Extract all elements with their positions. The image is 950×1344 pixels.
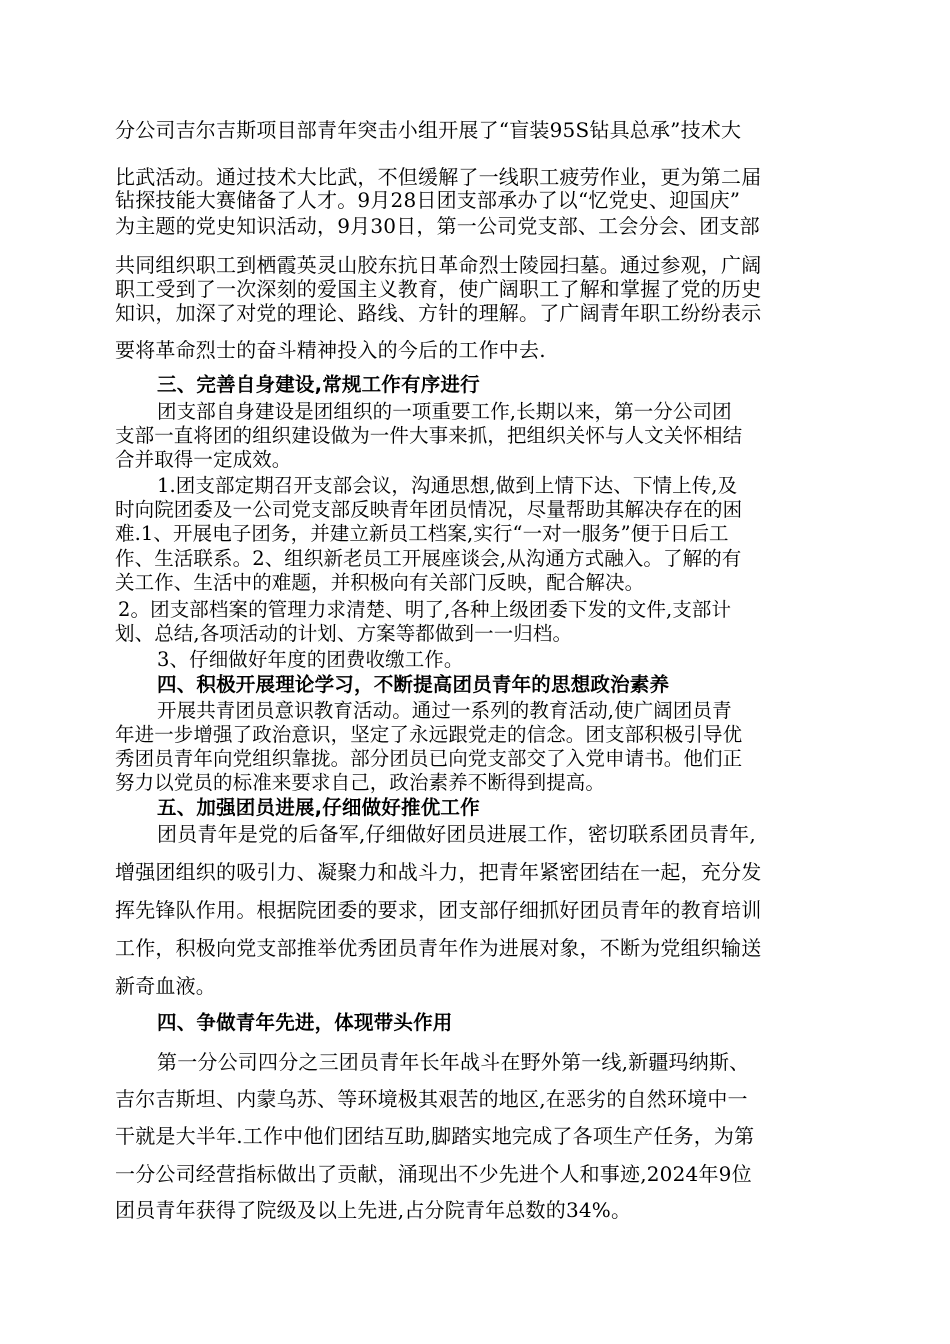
text-line: 增强团组织的吸引力、凝聚力和战斗力，把青年紧密团结在一起，充分发 xyxy=(115,860,762,884)
section-heading: 四、积极开展理论学习，不断提高团员青年的思想政治素养 xyxy=(157,673,670,696)
section-heading: 四、争做青年先进，体现带头作用 xyxy=(157,1011,453,1034)
text-line: 年进一步增强了政治意识，坚定了永远跟党走的信念。团支部积极引导优 xyxy=(115,723,743,746)
text-line: 新奇血液。 xyxy=(115,974,216,998)
text-line: 比武活动。通过技术大比武，不但缓解了一线职工疲劳作业，更为第二届 xyxy=(115,165,762,189)
text-line: 钻探技能大赛储备了人才。9月28日团支部承办了以“忆党史、迎国庆” xyxy=(115,188,741,212)
text-line: 难.1、开展电子团务，并建立新员工档案,实行“一对一服务”便于日后工 xyxy=(115,522,729,545)
text-line: 秀团员青年向党组织靠拢。部分团员已向党支部交了入党申请书。他们正 xyxy=(115,747,743,770)
text-line: 支部一直将团的组织建设做为一件大事来抓，把组织关怀与人文关怀相结 xyxy=(115,424,743,447)
text-line: 时向院团委及一公司党支部反映青年团员情况，尽量帮助其解决存在的困 xyxy=(115,498,743,521)
text-line: 关工作、生活中的难题，并积极向有关部门反映，配合解决。 xyxy=(115,571,645,594)
text-line: 干就是大半年.工作中他们团结互助,脚踏实地完成了各项生产任务，为第 xyxy=(115,1124,755,1148)
text-line: 1.团支部定期召开支部会议，沟通思想,做到上情下达、下情上传,及 xyxy=(157,474,738,497)
text-line: 2。团支部档案的管理力求清楚、明了,各种上级团委下发的文件,支部计 xyxy=(118,598,732,621)
text-line: 为主题的党史知识活动，9月30日，第一公司党支部、工会分会、团支部 xyxy=(115,214,760,238)
text-line: 合并取得一定成效。 xyxy=(115,448,292,471)
text-line: 3、仔细做好年度的团费收缴工作。 xyxy=(157,648,464,671)
text-line: 吉尔吉斯坦、内蒙乌苏、等环境极其艰苦的地区,在恶劣的自然环境中一 xyxy=(115,1087,748,1111)
text-line: 第一分公司四分之三团员青年长年战斗在野外第一线,新疆玛纳斯、 xyxy=(157,1050,750,1074)
text-line: 分公司吉尔吉斯项目部青年突击小组开展了“盲装95S钻具总承”技术大 xyxy=(115,118,742,142)
text-line: 团员青年是党的后备军,仔细做好团员进展工作，密切联系团员青年, xyxy=(157,822,756,846)
text-line: 作、生活联系。2、组织新老员工开展座谈会,从沟通方式融入。了解的有 xyxy=(115,547,742,570)
text-line: 开展共青团员意识教育活动。通过一系列的教育活动,使广阔团员青 xyxy=(157,699,732,722)
section-heading: 五、加强团员进展,仔细做好推优工作 xyxy=(157,796,480,819)
text-line: 努力以党员的标准来要求自己，政治素养不断得到提高。 xyxy=(115,771,606,794)
section-heading: 三、完善自身建设,常规工作有序进行 xyxy=(157,373,480,396)
text-line: 一分公司经营指标做出了贡献，涌现出不少先进个人和事迹,2024年9位 xyxy=(115,1162,752,1186)
text-line: 工作，积极向党支部推举优秀团员青年作为进展对象，不断为党组织输送 xyxy=(115,936,762,960)
text-line: 团支部自身建设是团组织的一项重要工作,长期以来，第一分公司团 xyxy=(157,400,732,423)
text-line: 挥先锋队作用。根据院团委的要求，团支部仔细抓好团员青年的教育培训 xyxy=(115,898,762,922)
text-line: 职工受到了一次深刻的爱国主义教育，使广阔职工了解和掌握了党的历史 xyxy=(115,277,762,301)
text-line: 划、总结,各项活动的计划、方案等都做到一一归档。 xyxy=(115,622,573,645)
text-line: 知识，加深了对党的理论、路线、方针的理解。了广阔青年职工纷纷表示 xyxy=(115,301,762,325)
text-line: 要将革命烈士的奋斗精神投入的今后的工作中去. xyxy=(115,338,546,362)
text-line: 团员青年获得了院级及以上先进,占分院青年总数的34%。 xyxy=(115,1198,632,1222)
text-line: 共同组织职工到栖霞英灵山胶东抗日革命烈士陵园扫墓。通过参观，广阔 xyxy=(115,253,762,277)
